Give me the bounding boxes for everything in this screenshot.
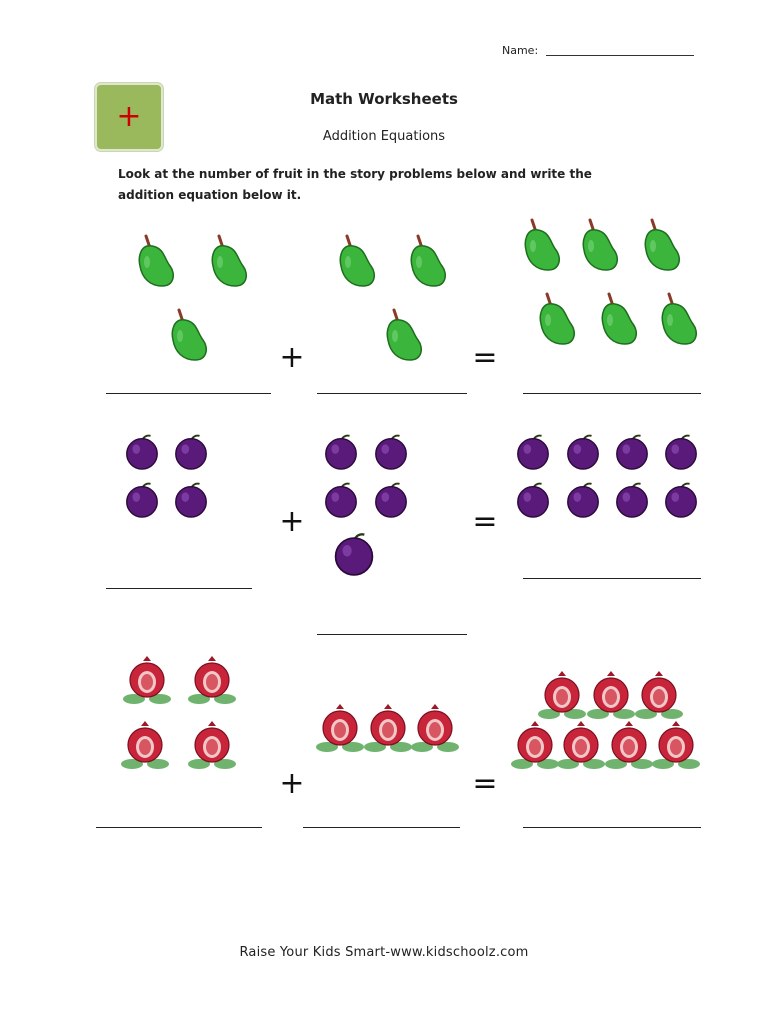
pear-icon — [203, 232, 249, 294]
plum-icon — [613, 432, 651, 474]
plum-icon — [123, 432, 161, 474]
plum-icon — [514, 480, 552, 522]
pear-icon — [653, 290, 699, 352]
plum-icon — [514, 432, 552, 474]
plum-icon — [322, 480, 360, 522]
pomegranate-icon — [122, 655, 172, 711]
instructions-text: Look at the number of fruit in the story problems below and write the addition equation below it. — [118, 167, 592, 202]
pear-icon — [531, 290, 577, 352]
plus-sign: + — [279, 504, 305, 539]
answer-line-right[interactable] — [317, 634, 467, 635]
plum-icon — [172, 432, 210, 474]
plum-icon — [613, 480, 651, 522]
plum-icon — [322, 432, 360, 474]
plus-sign: + — [279, 766, 305, 801]
pear-icon — [130, 232, 176, 294]
plum-icon — [564, 432, 602, 474]
pear-icon — [331, 232, 377, 294]
plum-icon — [123, 480, 161, 522]
pear-icon — [636, 216, 682, 278]
pomegranate-icon — [604, 720, 654, 776]
pomegranate-icon — [315, 703, 365, 759]
answer-line-sum[interactable] — [523, 827, 701, 828]
answer-line-left[interactable] — [96, 827, 262, 828]
pomegranate-icon — [651, 720, 701, 776]
answer-line-sum[interactable] — [523, 393, 701, 394]
plum-icon — [372, 480, 410, 522]
pear-icon — [402, 232, 448, 294]
plum-icon — [372, 432, 410, 474]
name-answer-line[interactable] — [546, 55, 694, 56]
plum-icon — [662, 432, 700, 474]
page-subtitle: Addition Equations — [322, 129, 446, 144]
equals-sign: = — [472, 504, 498, 539]
pear-icon — [574, 216, 620, 278]
plum-icon — [172, 480, 210, 522]
pear-icon — [593, 290, 639, 352]
plus-icon: + — [116, 99, 142, 134]
footer-credit: Raise Your Kids Smart-www.kidschoolz.com — [239, 945, 529, 960]
pear-icon — [163, 306, 209, 368]
plum-icon — [564, 480, 602, 522]
plum-icon — [331, 530, 377, 580]
pomegranate-icon — [537, 670, 587, 726]
answer-line-right[interactable] — [303, 827, 460, 828]
answer-line-left[interactable] — [106, 393, 271, 394]
pomegranate-icon — [187, 655, 237, 711]
pomegranate-icon — [363, 703, 413, 759]
answer-line-left[interactable] — [106, 588, 252, 589]
pomegranate-icon — [410, 703, 460, 759]
name-label: Name: — [502, 44, 539, 57]
page-title: Math Worksheets — [310, 90, 458, 108]
plum-icon — [662, 480, 700, 522]
equals-sign: = — [472, 766, 498, 801]
pear-icon — [516, 216, 562, 278]
equals-sign: = — [472, 340, 498, 375]
answer-line-right[interactable] — [317, 393, 467, 394]
answer-line-sum[interactable] — [523, 578, 701, 579]
pomegranate-icon — [556, 720, 606, 776]
pomegranate-icon — [187, 720, 237, 776]
plus-sign: + — [279, 340, 305, 375]
pomegranate-icon — [586, 670, 636, 726]
pear-icon — [378, 306, 424, 368]
pomegranate-icon — [634, 670, 684, 726]
pomegranate-icon — [120, 720, 170, 776]
pomegranate-icon — [510, 720, 560, 776]
